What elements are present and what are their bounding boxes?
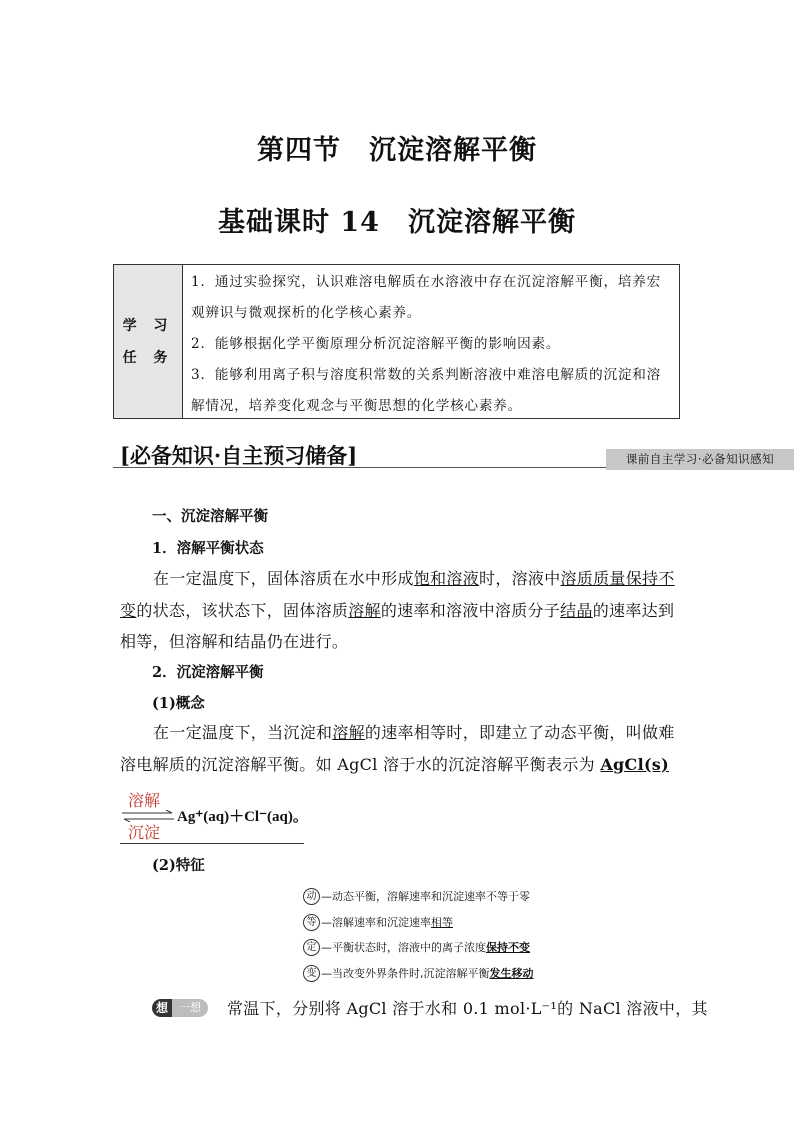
task-item: 3．能够利用离子积与溶度积常数的关系判断溶液中难溶电解质的沉淀和溶解情况，培养变化观念与平衡思想的化学核心素养。 xyxy=(191,367,662,414)
heading-precipitation-equilibrium: 2．沉淀溶解平衡 xyxy=(152,664,264,681)
subheading-concept: (1)概念 xyxy=(152,695,205,712)
paragraph-concept: 在一定温度下，当沉淀和溶解的速率相等时，即建立了动态平衡，叫做难溶电解质的沉淀溶解平衡。如 AgCl 溶于水的沉淀溶解平衡表示为 AgCl(s) xyxy=(120,723,675,774)
lesson-title: 基础课时 14 沉淀溶解平衡 xyxy=(218,207,576,238)
think-icon xyxy=(152,999,208,1017)
arrow-label-precipitate: 沉淀 xyxy=(128,823,161,842)
feature-char-circle: 变 xyxy=(303,965,320,982)
task-label-line1: 学 习 xyxy=(122,317,174,334)
task-item: 1．通过实验探究，认识难溶电解质在水溶液中存在沉淀溶解平衡，培养宏观辨识与微观探析的化学核心素养。 xyxy=(191,274,662,321)
feature-char-circle: 定 xyxy=(303,939,320,956)
section-heading: [必备知识·自主预习储备] xyxy=(120,443,358,468)
feature-text: —溶解速率和沉淀速率 xyxy=(321,916,431,929)
think-icon-char: 想 xyxy=(152,999,172,1017)
feature-keyword: 发生移动 xyxy=(489,967,534,980)
task-label xyxy=(114,265,183,418)
feature-row xyxy=(303,913,453,931)
equation-products: Ag⁺(aq)＋Cl⁻(aq)。 xyxy=(177,809,308,825)
learning-task-table xyxy=(113,264,680,419)
feature-text: —当改变外界条件时,沉淀溶解平衡 xyxy=(321,967,490,980)
feature-char-circle: 等 xyxy=(303,914,320,931)
section-tag: 课前自主学习·必备知识感知 xyxy=(606,449,794,470)
task-label-line2: 任 务 xyxy=(122,349,174,366)
task-item: 2．能够根据化学平衡原理分析沉淀溶解平衡的影响因素。 xyxy=(191,336,561,352)
feature-row xyxy=(303,938,530,956)
heading-equilibrium: 一、沉淀溶解平衡 xyxy=(152,508,268,525)
feature-text: —动态平衡，溶解速率和沉淀速率不等于零 xyxy=(321,890,530,903)
heading-dissolution-state: 1．溶解平衡状态 xyxy=(152,540,264,557)
feature-text: —平衡状态时，溶液中的离子浓度 xyxy=(321,941,486,954)
feature-keyword: 相等 xyxy=(431,916,453,929)
section-title: 第四节 沉淀溶解平衡 xyxy=(257,135,537,166)
feature-char-circle: 动 xyxy=(303,888,320,905)
feature-keyword: 保持不变 xyxy=(486,941,530,954)
feature-row xyxy=(303,887,530,905)
paragraph-dissolution-state: 在一定温度下，固体溶质在水中形成饱和溶液时，溶液中溶质质量保持不变的状态，该状态下，固体溶质溶解的速率和溶液中溶质分子结晶的速率达到相等，但溶解和结晶仍在进行。 xyxy=(120,569,675,651)
task-items xyxy=(183,265,679,418)
arrow-label-dissolve: 溶解 xyxy=(128,791,161,810)
think-icon-label: 一想 xyxy=(172,999,208,1017)
subheading-features: (2)特征 xyxy=(152,857,205,874)
feature-row xyxy=(303,964,534,982)
equilibrium-arrow xyxy=(120,790,176,842)
equation-underline xyxy=(120,843,304,844)
think-question: 常温下，分别将 AgCl 溶于水和 0.1 mol·L⁻¹的 NaCl 溶液中，其 xyxy=(227,999,708,1018)
